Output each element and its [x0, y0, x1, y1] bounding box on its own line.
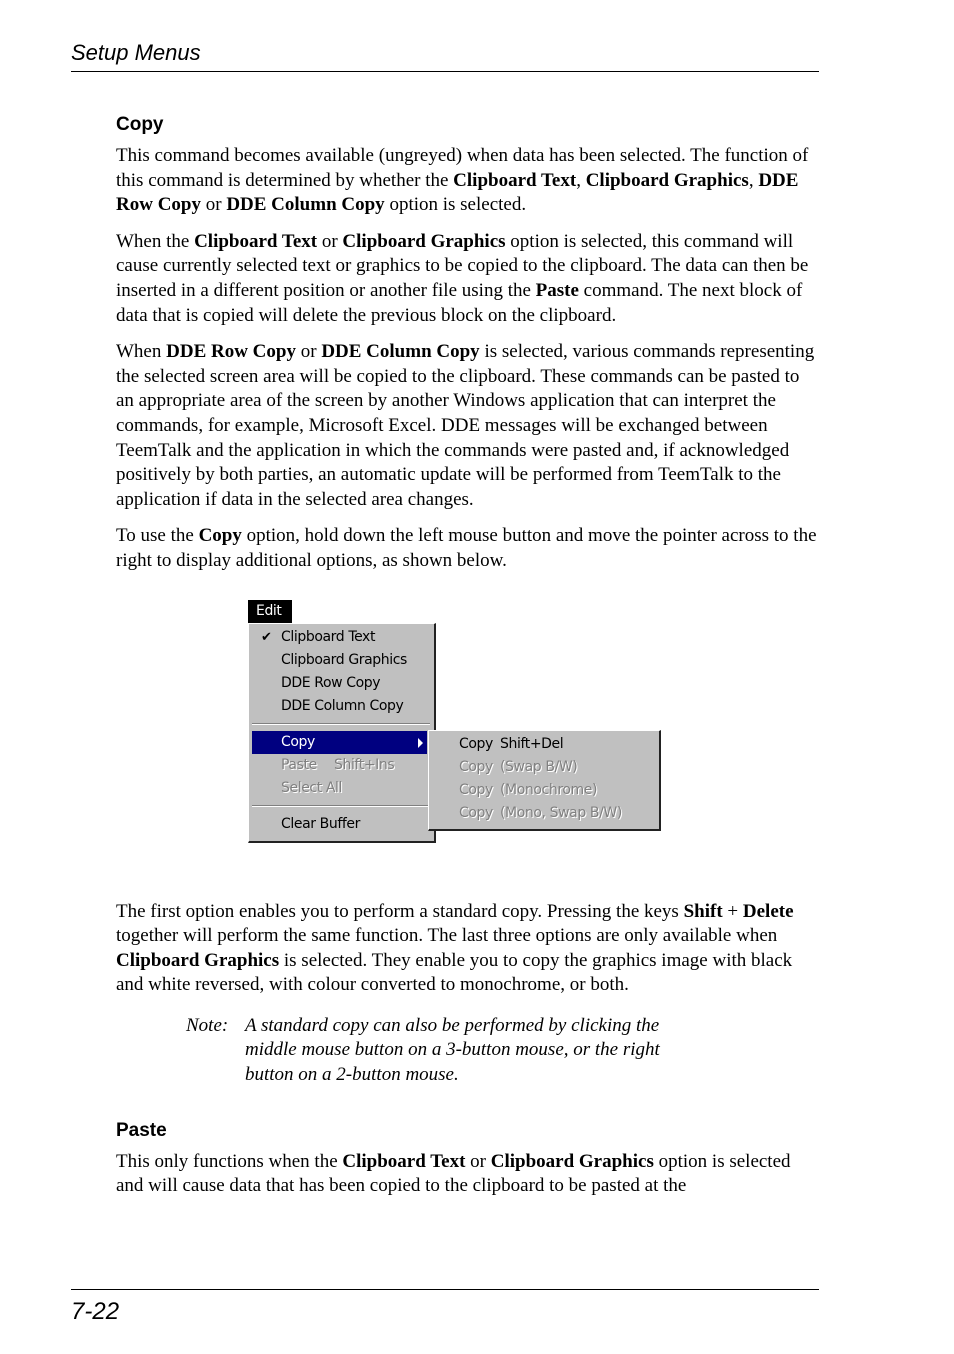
copy-paragraph-5: The first option enables you to perform a standard copy. Pressing the keys Shift + Delete together will perform the same function. The last three options are only available when Clipboard Graphics is selected. They enable you to copy the graphics image with black and white reversed, with colour converted to monochrome, or both.: [116, 900, 794, 996]
paste-heading: Paste: [116, 1119, 167, 1141]
page-footer: [71, 1289, 819, 1325]
submenu-item-copy-mono-swap-bw[interactable]: Copy (Mono, Swap B/W): [459, 804, 622, 821]
running-header-title: Setup Menus: [71, 40, 201, 65]
copy-paragraph-2: When the Clipboard Text or Clipboard Graphics option is selected, this command will cause currently selected text or graphics to be copied to the clipboard. The data can then be inserted in a different position or another file using the Paste command. The next block of data that is copied will delete the previous block on the clipboard.: [116, 230, 809, 326]
copy-heading: Copy: [116, 114, 164, 135]
edit-menu-title[interactable]: Edit: [248, 600, 292, 623]
menu-item-dde-column-copy[interactable]: DDE Column Copy: [281, 697, 404, 714]
menu-item-dde-row-copy[interactable]: DDE Row Copy: [281, 674, 381, 691]
note-block: [116, 1014, 822, 1088]
checkmark-icon: ✔: [261, 629, 272, 645]
submenu-item-copy-swap-bw[interactable]: Copy (Swap B/W): [459, 758, 578, 775]
menu-item-select-all[interactable]: Select All: [281, 779, 342, 796]
copy-paragraph-1: This command becomes available (ungreyed) when data has been selected. The function of this command is determined by whether the Clipboard Text, Clipboard Graphics, DDE Row Copy or DDE Column Copy option is selected.: [116, 145, 809, 216]
submenu-item-copy-monochrome[interactable]: Copy (Monochrome): [459, 781, 598, 798]
copy-paragraph-3: When DDE Row Copy or DDE Column Copy is selected, various commands representing the selected screen area will be copied to the clipboard. These commands can be pasted to an appropriate area of the screen by another Windows application that can interpret the commands, for example, Microsoft Excel. DDE messages will be exchanged between TeemTalk and the application in which the commands were pasted and, if acknowledged positively by both parties, an automatic update will be performed from TeemTalk to the application if data in the selected area changes.: [116, 341, 815, 510]
paste-paragraph-1: This only functions when the Clipboard Text or Clipboard Graphics option is selected and will cause data that has been copied to the clipboard to be pasted at the: [116, 1150, 791, 1197]
page-content: [116, 112, 822, 1211]
copy-submenu: [428, 730, 661, 831]
submenu-item-copy[interactable]: Copy Shift+Del: [459, 735, 564, 752]
menu-item-clear-buffer[interactable]: Clear Buffer: [281, 815, 360, 832]
menu-item-clipboard-graphics[interactable]: Clipboard Graphics: [281, 651, 407, 668]
menu-item-paste[interactable]: Paste Shift+Ins: [281, 756, 395, 773]
edit-menu-screenshot: [116, 600, 822, 868]
menu-separator: [252, 805, 430, 807]
menu-separator: [252, 723, 430, 725]
edit-menu-dropdown: [248, 623, 436, 843]
note-text: A standard copy can also be performed by clicking the middle mouse button on a 3-button mouse, or the right button on a 2-button mouse.: [245, 1014, 660, 1086]
menu-item-copy[interactable]: Copy: [252, 731, 427, 754]
page-header: [71, 38, 819, 72]
menu-item-clipboard-text[interactable]: ✔ Clipboard Text: [252, 626, 427, 649]
copy-paragraph-4: To use the Copy option, hold down the left mouse button and move the pointer across to the right to display additional options, as shown below.: [116, 525, 817, 571]
note-label: Note:: [186, 1014, 229, 1036]
submenu-arrow-icon: [418, 738, 423, 748]
page-number: 7-22: [71, 1298, 120, 1325]
